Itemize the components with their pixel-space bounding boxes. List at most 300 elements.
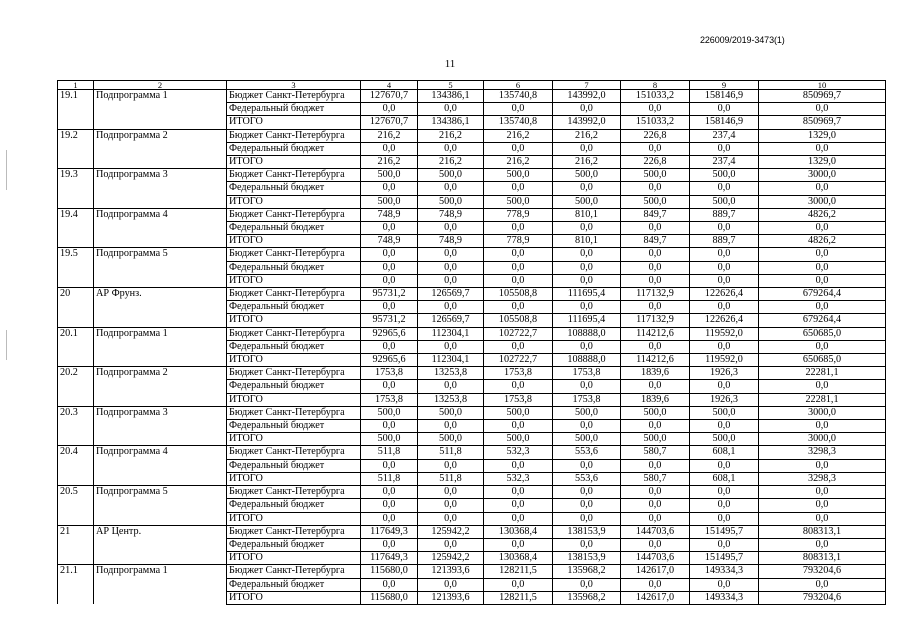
year-value: 500,0: [484, 406, 553, 419]
funding-source: Федеральный бюджет: [227, 182, 361, 195]
item-number: 20.4: [58, 446, 94, 486]
table-row: [58, 327, 886, 340]
year-value: 0,0: [418, 248, 484, 261]
total-value: 1329,0: [759, 129, 886, 142]
year-value: 0,0: [484, 182, 553, 195]
funding-source: ИТОГО: [227, 512, 361, 525]
total-value: 0,0: [759, 512, 886, 525]
item-number: 20.5: [58, 486, 94, 526]
funding-source: Федеральный бюджет: [227, 459, 361, 472]
total-value: 22281,1: [759, 393, 886, 406]
funding-source: ИТОГО: [227, 433, 361, 446]
year-value: 0,0: [621, 420, 690, 433]
year-value: 748,9: [361, 208, 418, 221]
funding-source: ИТОГО: [227, 116, 361, 129]
total-value: 793204,6: [759, 591, 886, 604]
year-value: 0,0: [553, 380, 621, 393]
year-value: 111695,4: [553, 314, 621, 327]
year-value: 0,0: [690, 420, 759, 433]
funding-source: Федеральный бюджет: [227, 380, 361, 393]
year-value: 134386,1: [418, 90, 484, 103]
item-number: 20.2: [58, 367, 94, 407]
year-value: 114212,6: [621, 327, 690, 340]
page-number: 11: [444, 58, 456, 70]
year-value: 500,0: [690, 406, 759, 419]
scan-margin-mark: [6, 330, 7, 360]
year-value: 130368,4: [484, 552, 553, 565]
year-value: 135740,8: [484, 90, 553, 103]
year-value: 0,0: [484, 486, 553, 499]
table-row: [58, 129, 886, 142]
funding-source: Федеральный бюджет: [227, 420, 361, 433]
year-value: 0,0: [361, 420, 418, 433]
document-number: 226009/2019-3473(1): [700, 35, 785, 45]
year-value: 0,0: [621, 274, 690, 287]
year-value: 158146,9: [690, 90, 759, 103]
year-value: 0,0: [484, 274, 553, 287]
year-value: 500,0: [621, 406, 690, 419]
year-value: 0,0: [621, 142, 690, 155]
item-number: 20: [58, 288, 94, 328]
year-value: 151495,7: [690, 525, 759, 538]
year-value: 138153,9: [553, 552, 621, 565]
funding-source: Бюджет Санкт-Петербурга: [227, 525, 361, 538]
item-number: 19.5: [58, 248, 94, 288]
total-value: 0,0: [759, 486, 886, 499]
funding-source: ИТОГО: [227, 314, 361, 327]
year-value: 500,0: [361, 195, 418, 208]
budget-table: [57, 80, 886, 605]
year-value: 0,0: [361, 380, 418, 393]
year-value: 0,0: [361, 261, 418, 274]
year-value: 151495,7: [690, 552, 759, 565]
year-value: 0,0: [361, 274, 418, 287]
year-value: 0,0: [418, 182, 484, 195]
year-value: 500,0: [690, 433, 759, 446]
year-value: 0,0: [361, 222, 418, 235]
funding-source: Бюджет Санкт-Петербурга: [227, 565, 361, 578]
funding-source: Федеральный бюджет: [227, 499, 361, 512]
year-value: 226,8: [621, 156, 690, 169]
funding-source: Федеральный бюджет: [227, 261, 361, 274]
year-value: 500,0: [621, 433, 690, 446]
year-value: 108888,0: [553, 327, 621, 340]
year-value: 117132,9: [621, 314, 690, 327]
year-value: 0,0: [621, 380, 690, 393]
year-value: 0,0: [361, 499, 418, 512]
year-value: 158146,9: [690, 116, 759, 129]
funding-source: ИТОГО: [227, 195, 361, 208]
total-value: 0,0: [759, 222, 886, 235]
year-value: 0,0: [690, 380, 759, 393]
year-value: 216,2: [361, 156, 418, 169]
year-value: 126569,7: [418, 314, 484, 327]
column-header: 9: [690, 81, 759, 90]
year-value: 135740,8: [484, 116, 553, 129]
funding-source: Бюджет Санкт-Петербурга: [227, 129, 361, 142]
year-value: 532,3: [484, 472, 553, 485]
year-value: 1753,8: [361, 367, 418, 380]
table-row: [58, 525, 886, 538]
year-value: 0,0: [690, 459, 759, 472]
table-row: [58, 248, 886, 261]
total-value: 0,0: [759, 380, 886, 393]
year-value: 511,8: [418, 472, 484, 485]
total-value: 679264,4: [759, 314, 886, 327]
column-header: 2: [94, 81, 227, 90]
item-name: АР Фрунз.: [94, 288, 227, 328]
year-value: 0,0: [361, 538, 418, 551]
year-value: 127670,7: [361, 90, 418, 103]
item-number: 19.1: [58, 90, 94, 130]
year-value: 511,8: [418, 446, 484, 459]
year-value: 151033,2: [621, 116, 690, 129]
total-value: 0,0: [759, 182, 886, 195]
year-value: 0,0: [690, 222, 759, 235]
total-value: 0,0: [759, 142, 886, 155]
year-value: 142617,0: [621, 591, 690, 604]
item-name: Подпрограмма 5: [94, 486, 227, 526]
total-value: 1329,0: [759, 156, 886, 169]
year-value: 0,0: [484, 340, 553, 353]
year-value: 849,7: [621, 208, 690, 221]
year-value: 0,0: [553, 182, 621, 195]
year-value: 0,0: [361, 103, 418, 116]
year-value: 0,0: [690, 261, 759, 274]
year-value: 216,2: [484, 129, 553, 142]
year-value: 95731,2: [361, 288, 418, 301]
year-value: 0,0: [484, 499, 553, 512]
header-row: [58, 81, 886, 90]
year-value: 511,8: [361, 446, 418, 459]
year-value: 0,0: [553, 340, 621, 353]
year-value: 121393,6: [418, 591, 484, 604]
year-value: 0,0: [690, 499, 759, 512]
year-value: 810,1: [553, 235, 621, 248]
year-value: 608,1: [690, 472, 759, 485]
total-value: 3000,0: [759, 195, 886, 208]
year-value: 0,0: [418, 486, 484, 499]
column-header: 10: [759, 81, 886, 90]
year-value: 143992,0: [553, 90, 621, 103]
table-row: [58, 565, 886, 578]
year-value: 216,2: [553, 129, 621, 142]
year-value: 0,0: [484, 578, 553, 591]
column-header: 6: [484, 81, 553, 90]
year-value: 889,7: [690, 208, 759, 221]
year-value: 0,0: [553, 301, 621, 314]
total-value: 0,0: [759, 420, 886, 433]
total-value: 0,0: [759, 538, 886, 551]
year-value: 0,0: [553, 261, 621, 274]
year-value: 95731,2: [361, 314, 418, 327]
item-name: Подпрограмма 3: [94, 406, 227, 446]
year-value: 0,0: [361, 248, 418, 261]
year-value: 0,0: [621, 103, 690, 116]
total-value: 0,0: [759, 499, 886, 512]
year-value: 112304,1: [418, 327, 484, 340]
total-value: 850969,7: [759, 116, 886, 129]
year-value: 13253,8: [418, 393, 484, 406]
year-value: 126569,7: [418, 288, 484, 301]
funding-source: Федеральный бюджет: [227, 222, 361, 235]
year-value: 0,0: [690, 486, 759, 499]
total-value: 808313,1: [759, 525, 886, 538]
year-value: 1839,6: [621, 393, 690, 406]
year-value: 500,0: [418, 433, 484, 446]
year-value: 125942,2: [418, 552, 484, 565]
year-value: 112304,1: [418, 354, 484, 367]
total-value: 650685,0: [759, 354, 886, 367]
funding-source: ИТОГО: [227, 156, 361, 169]
year-value: 1839,6: [621, 367, 690, 380]
table-row: [58, 288, 886, 301]
table-row: [58, 406, 886, 419]
funding-source: ИТОГО: [227, 552, 361, 565]
year-value: 0,0: [553, 459, 621, 472]
year-value: 0,0: [553, 499, 621, 512]
total-value: 3000,0: [759, 406, 886, 419]
item-number: 21: [58, 525, 94, 565]
table-row: [58, 367, 886, 380]
year-value: 92965,6: [361, 327, 418, 340]
year-value: 111695,4: [553, 288, 621, 301]
year-value: 117649,3: [361, 525, 418, 538]
total-value: 3298,3: [759, 446, 886, 459]
funding-source: ИТОГО: [227, 472, 361, 485]
funding-source: ИТОГО: [227, 274, 361, 287]
year-value: 0,0: [361, 578, 418, 591]
year-value: 0,0: [484, 380, 553, 393]
total-value: 850969,7: [759, 90, 886, 103]
funding-source: Бюджет Санкт-Петербурга: [227, 486, 361, 499]
year-value: 0,0: [553, 578, 621, 591]
year-value: 500,0: [418, 406, 484, 419]
year-value: 135968,2: [553, 565, 621, 578]
year-value: 778,9: [484, 235, 553, 248]
year-value: 500,0: [361, 406, 418, 419]
table-row: [58, 208, 886, 221]
year-value: 0,0: [484, 248, 553, 261]
item-number: 19.2: [58, 129, 94, 169]
year-value: 0,0: [553, 248, 621, 261]
year-value: 0,0: [690, 512, 759, 525]
year-value: 216,2: [484, 156, 553, 169]
year-value: 500,0: [553, 195, 621, 208]
year-value: 1753,8: [361, 393, 418, 406]
item-number: 20.3: [58, 406, 94, 446]
funding-source: ИТОГО: [227, 354, 361, 367]
year-value: 0,0: [418, 340, 484, 353]
total-value: 0,0: [759, 103, 886, 116]
year-value: 0,0: [690, 301, 759, 314]
year-value: 889,7: [690, 235, 759, 248]
year-value: 0,0: [553, 538, 621, 551]
total-value: 0,0: [759, 301, 886, 314]
year-value: 0,0: [361, 459, 418, 472]
item-name: Подпрограмма 1: [94, 327, 227, 367]
year-value: 226,8: [621, 129, 690, 142]
year-value: 0,0: [621, 340, 690, 353]
year-value: 500,0: [484, 195, 553, 208]
year-value: 1753,8: [484, 367, 553, 380]
year-value: 105508,8: [484, 314, 553, 327]
year-value: 0,0: [553, 142, 621, 155]
year-value: 0,0: [621, 486, 690, 499]
year-value: 0,0: [418, 222, 484, 235]
year-value: 128211,5: [484, 565, 553, 578]
year-value: 114212,6: [621, 354, 690, 367]
year-value: 0,0: [621, 261, 690, 274]
year-value: 0,0: [553, 512, 621, 525]
item-name: Подпрограмма 5: [94, 248, 227, 288]
year-value: 0,0: [418, 261, 484, 274]
year-value: 216,2: [361, 129, 418, 142]
funding-source: ИТОГО: [227, 591, 361, 604]
total-value: 0,0: [759, 340, 886, 353]
year-value: 849,7: [621, 235, 690, 248]
year-value: 0,0: [690, 538, 759, 551]
year-value: 0,0: [418, 499, 484, 512]
table-row: [58, 446, 886, 459]
year-value: 500,0: [361, 169, 418, 182]
year-value: 134386,1: [418, 116, 484, 129]
year-value: 0,0: [361, 486, 418, 499]
item-name: Подпрограмма 2: [94, 367, 227, 407]
year-value: 122626,4: [690, 314, 759, 327]
item-number: 19.3: [58, 169, 94, 209]
year-value: 511,8: [361, 472, 418, 485]
total-value: 808313,1: [759, 552, 886, 565]
year-value: 144703,6: [621, 552, 690, 565]
year-value: 0,0: [418, 512, 484, 525]
year-value: 748,9: [418, 235, 484, 248]
year-value: 102722,7: [484, 327, 553, 340]
year-value: 237,4: [690, 129, 759, 142]
year-value: 0,0: [621, 512, 690, 525]
year-value: 0,0: [484, 538, 553, 551]
year-value: 13253,8: [418, 367, 484, 380]
year-value: 115680,0: [361, 591, 418, 604]
year-value: 0,0: [361, 512, 418, 525]
year-value: 0,0: [361, 142, 418, 155]
funding-source: Бюджет Санкт-Петербурга: [227, 446, 361, 459]
year-value: 553,6: [553, 446, 621, 459]
year-value: 1753,8: [484, 393, 553, 406]
table-body: [58, 90, 886, 605]
year-value: 500,0: [621, 169, 690, 182]
column-header: 5: [418, 81, 484, 90]
year-value: 0,0: [690, 142, 759, 155]
total-value: 650685,0: [759, 327, 886, 340]
year-value: 0,0: [621, 248, 690, 261]
year-value: 117649,3: [361, 552, 418, 565]
year-value: 0,0: [418, 420, 484, 433]
year-value: 105508,8: [484, 288, 553, 301]
year-value: 580,7: [621, 472, 690, 485]
year-value: 143992,0: [553, 116, 621, 129]
year-value: 500,0: [553, 169, 621, 182]
year-value: 500,0: [553, 433, 621, 446]
year-value: 0,0: [553, 420, 621, 433]
year-value: 0,0: [484, 103, 553, 116]
year-value: 121393,6: [418, 565, 484, 578]
funding-source: Бюджет Санкт-Петербурга: [227, 327, 361, 340]
year-value: 0,0: [484, 459, 553, 472]
year-value: 0,0: [621, 459, 690, 472]
year-value: 237,4: [690, 156, 759, 169]
total-value: 0,0: [759, 274, 886, 287]
table-row: [58, 486, 886, 499]
item-name: АР Центр.: [94, 525, 227, 565]
total-value: 0,0: [759, 248, 886, 261]
year-value: 1753,8: [553, 393, 621, 406]
year-value: 144703,6: [621, 525, 690, 538]
year-value: 138153,9: [553, 525, 621, 538]
funding-source: Федеральный бюджет: [227, 340, 361, 353]
year-value: 125942,2: [418, 525, 484, 538]
scan-margin-mark: [6, 150, 7, 190]
year-value: 142617,0: [621, 565, 690, 578]
total-value: 0,0: [759, 459, 886, 472]
year-value: 580,7: [621, 446, 690, 459]
item-number: 20.1: [58, 327, 94, 367]
total-value: 0,0: [759, 578, 886, 591]
year-value: 0,0: [484, 512, 553, 525]
funding-source: Бюджет Санкт-Петербурга: [227, 288, 361, 301]
year-value: 553,6: [553, 472, 621, 485]
year-value: 1926,3: [690, 393, 759, 406]
year-value: 117132,9: [621, 288, 690, 301]
year-value: 0,0: [553, 103, 621, 116]
year-value: 500,0: [418, 169, 484, 182]
funding-source: Федеральный бюджет: [227, 301, 361, 314]
year-value: 122626,4: [690, 288, 759, 301]
year-value: 748,9: [418, 208, 484, 221]
year-value: 0,0: [484, 222, 553, 235]
year-value: 500,0: [621, 195, 690, 208]
funding-source: Федеральный бюджет: [227, 103, 361, 116]
year-value: 1753,8: [553, 367, 621, 380]
year-value: 748,9: [361, 235, 418, 248]
column-header: 8: [621, 81, 690, 90]
column-header: 4: [361, 81, 418, 90]
year-value: 0,0: [690, 182, 759, 195]
year-value: 92965,6: [361, 354, 418, 367]
column-header: 1: [58, 81, 94, 90]
year-value: 130368,4: [484, 525, 553, 538]
year-value: 216,2: [418, 129, 484, 142]
year-value: 0,0: [484, 261, 553, 274]
funding-source: Федеральный бюджет: [227, 578, 361, 591]
year-value: 0,0: [690, 103, 759, 116]
item-number: 19.4: [58, 208, 94, 248]
funding-source: Бюджет Санкт-Петербурга: [227, 90, 361, 103]
year-value: 216,2: [418, 156, 484, 169]
year-value: 0,0: [621, 301, 690, 314]
year-value: 608,1: [690, 446, 759, 459]
table-row: [58, 169, 886, 182]
funding-source: ИТОГО: [227, 235, 361, 248]
funding-source: ИТОГО: [227, 393, 361, 406]
year-value: 0,0: [690, 340, 759, 353]
year-value: 149334,3: [690, 565, 759, 578]
funding-source: Бюджет Санкт-Петербурга: [227, 406, 361, 419]
item-name: Подпрограмма 4: [94, 208, 227, 248]
year-value: 135968,2: [553, 591, 621, 604]
year-value: 127670,7: [361, 116, 418, 129]
year-value: 0,0: [418, 142, 484, 155]
